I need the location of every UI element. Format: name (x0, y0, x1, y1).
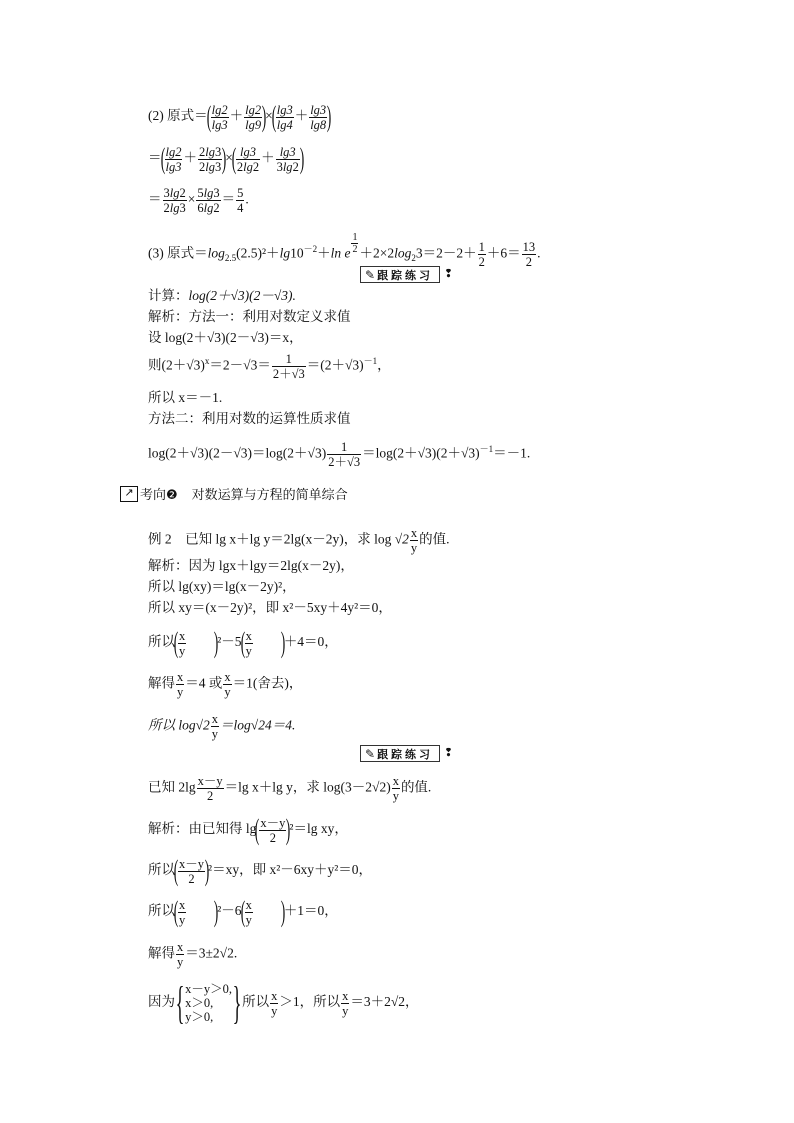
line-p2: (2) 原式＝( $\frac{\lg 2}{\lg 3}$ ＋ $\frac{\lg 2}{\lg 9}$ )×( $\frac{\lg 3}{\lg 4}$ ＋ $\frac{\lg 3}{\lg 8}$ ) (148, 100, 332, 133)
p2-label: (2) 原式＝ (148, 108, 208, 124)
line-p2c: ＝ $\frac{3\lg 2}{2\lg 3}$ × $\frac{5\lg 3}{6\lg 2}$ ＝ $\frac{5}{4}$ . (148, 186, 249, 215)
m2-line: 方法二：利用对数的运算性质求值 (148, 411, 351, 426)
q2-line: 已知 2lg $\frac{x-y}{2}$ ＝lg x＋lg y，求 log(3－2√2) $\frac{x}{y}$ 的值. (148, 774, 432, 803)
then1-line: 则$(2+√3)^x=2-√3=$ $\frac{1}{2+√3}$ $=(2+√3)^{-1}$， (148, 352, 391, 381)
e5-line: 解得 $\frac{x}{y}$ ＝4 或 $\frac{x}{y}$ ＝1(舍去)， (148, 670, 303, 699)
line-p2b: ＝( $\frac{\lg 2}{\lg 3}$ ＋ $\frac{2\lg 3}{2\lg 3}$ )×( $\frac{\lg 3}{2\lg 2}$ ＋ $\frac{\lg 3}{3\lg 2}$ ) (148, 142, 305, 175)
line-p3: (3) 原式$=\log_{2.5}(2.5)^2+\lg 10^{-2}+\ln$ e $\frac{1}{2}$ $+2\times 2\log_23=2-2+$ $\frac{1}{2}$ ＋6＝ $\frac{13}{2}$ . (148, 232, 541, 269)
f2-line: 所以( $\frac{x-y}{2}$ )²＝xy，即 x²－6xy＋y²＝0， (148, 854, 373, 887)
f5-line: 因为 { x－y＞0, x＞0, y＞0, } 所以 $\frac{x}{y}$ ＞1，所以 $\frac{x}{y}$ ＝3＋2√2， (148, 977, 419, 1028)
e1-line: 解析：因为 lgx＋lgy＝2lg(x－2y)， (148, 558, 354, 573)
sol1-line: 解析：方法一：利用对数定义求值 (148, 309, 351, 324)
f4-line: 解得 $\frac{x}{y}$ ＝3±2√2. (148, 940, 238, 969)
f1-line: 解析：由已知得 lg( $\frac{x-y}{2}$ )²＝lg xy， (148, 813, 348, 846)
example2-line: 例 2 已知 lg x＋lg y＝2lg(x－2y)，求 log √2 $\frac{x}{y}$ 的值. (148, 526, 450, 555)
drops-icon: ❢ (443, 746, 454, 759)
e3-line: 所以 xy＝(x－2y)²，即 x²－5xy＋4y²＝0， (148, 600, 392, 615)
follow-up-badge: ✎ 跟踪练习 ❢ (360, 266, 440, 283)
m2eq-line: log(2＋√3)(2－√3)＝log(2＋√3) $\frac{1}{2+√3}$ $=\log(2+√3)(2+√3)^{-1}=-1$. (148, 440, 531, 469)
e6-line: 所以 log√2 $\frac{x}{y}$ ＝log√24＝4. (148, 712, 296, 741)
calc-line: 计算：log(2＋√3)(2－√3). (148, 288, 296, 303)
drops-icon: ❢ (443, 267, 454, 280)
pen-icon: ✎ (365, 267, 376, 282)
e2-line: 所以 lg(xy)＝lg(x－2y)²， (148, 579, 296, 594)
let1-line: 设 log(2＋√3)(2－√3)＝x， (148, 330, 303, 345)
e4-line: 所以( $\frac{x}{y}$ )²－5( $\frac{x}{y}$ )＋4＝0， (148, 626, 338, 659)
pen-icon: ✎ (365, 746, 376, 761)
trend-icon: ↗ (120, 486, 138, 502)
sox-line: 所以 x＝－1. (148, 390, 223, 405)
follow-up-badge-2: ✎ 跟踪练习 ❢ (360, 745, 440, 762)
f3-line: 所以( $\frac{x}{y}$ )²－6( $\frac{x}{y}$ )＋1＝0， (148, 895, 338, 928)
section-heading: ↗ 考向❷ 对数运算与方程的简单综合 (120, 484, 348, 503)
